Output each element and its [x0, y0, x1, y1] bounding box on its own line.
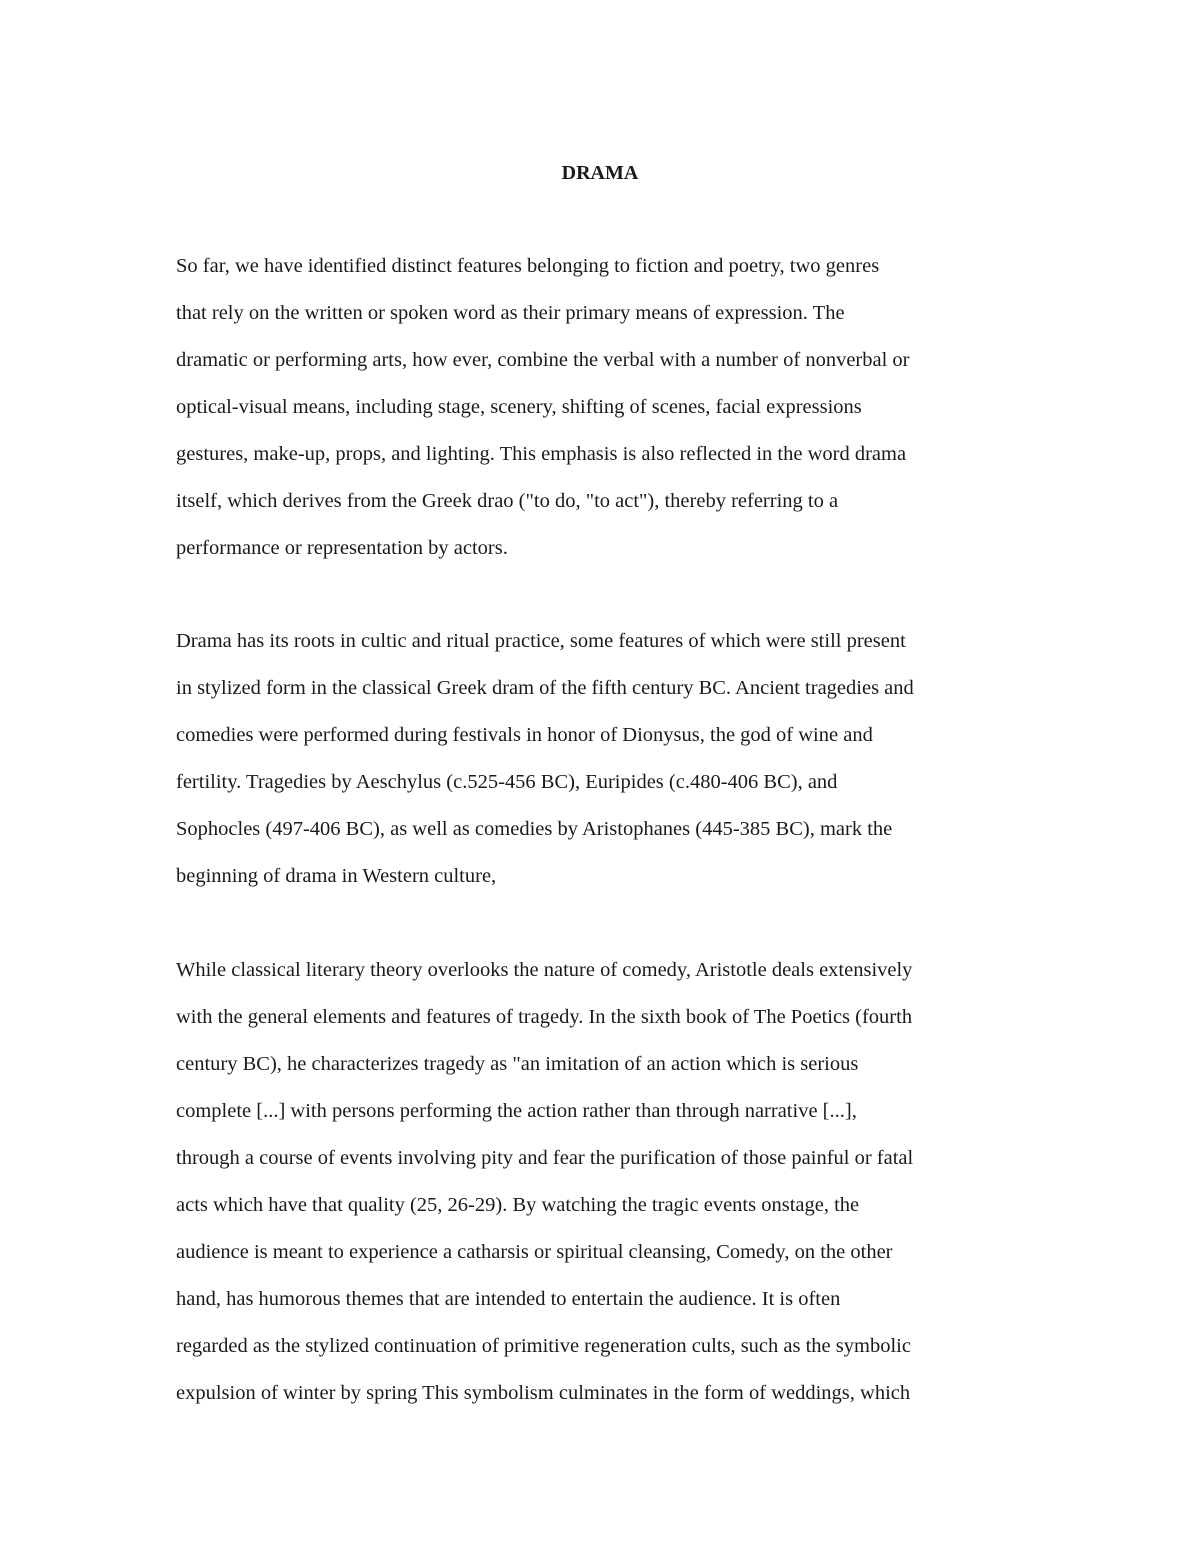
paragraph-origins	[176, 618, 1036, 900]
paragraph-theory	[176, 947, 1036, 1417]
paragraph-line: through a course of events involving pity and fear the purification of those painful or fatal	[176, 1147, 914, 1169]
paragraph-line: optical-visual means, including stage, scenery, shifting of scenes, facial expressions	[176, 396, 862, 418]
paragraph-line: Sophocles (497-406 BC), as well as comedies by Aristophanes (445-385 BC), mark the	[176, 818, 893, 840]
paragraph-line: with the general elements and features of tragedy. In the sixth book of The Poetics (fourth	[176, 1006, 913, 1028]
paragraph-line: acts which have that quality (25, 26-29). By watching the tragic events onstage, the	[176, 1194, 860, 1216]
paragraph-line: performance or representation by actors.	[176, 537, 508, 559]
paragraph-line: Drama has its roots in cultic and ritual practice, some features of which were still present	[176, 630, 906, 652]
paragraph-line: dramatic or performing arts, how ever, combine the verbal with a number of nonverbal or	[176, 349, 910, 371]
paragraph-line: So far, we have identified distinct features belonging to fiction and poetry, two genres	[176, 255, 880, 277]
paragraph-line: gestures, make-up, props, and lighting. This emphasis is also reflected in the word drama	[176, 443, 907, 465]
page-title: DRAMA	[561, 162, 639, 184]
paragraph-line: complete [...] with persons performing the action rather than through narrative [...],	[176, 1100, 857, 1122]
paragraph-introduction	[176, 243, 1036, 572]
paragraph-line: century BC), he characterizes tragedy as "an imitation of an action which is serious	[176, 1053, 859, 1075]
paragraph-line: audience is meant to experience a catharsis or spiritual cleansing, Comedy, on the other	[176, 1241, 893, 1263]
paragraph-line: itself, which derives from the Greek drao ("to do, "to act"), thereby referring to a	[176, 490, 839, 512]
paragraph-line: hand, has humorous themes that are intended to entertain the audience. It is often	[176, 1288, 841, 1310]
paragraph-line: that rely on the written or spoken word as their primary means of expression. The	[176, 302, 845, 324]
paragraph-line: expulsion of winter by spring This symbolism culminates in the form of weddings, which	[176, 1382, 911, 1404]
paragraph-line: fertility. Tragedies by Aeschylus (c.525-456 BC), Euripides (c.480-406 BC), and	[176, 771, 838, 793]
paragraph-line: comedies were performed during festivals in honor of Dionysus, the god of wine and	[176, 724, 873, 746]
paragraph-line: beginning of drama in Western culture,	[176, 865, 497, 887]
paragraph-line: While classical literary theory overlooks the nature of comedy, Aristotle deals extensively	[176, 959, 913, 981]
paragraph-line: in stylized form in the classical Greek dram of the fifth century BC. Ancient tragedies and	[176, 677, 914, 699]
paragraph-line: regarded as the stylized continuation of primitive regeneration cults, such as the symbolic	[176, 1335, 911, 1357]
